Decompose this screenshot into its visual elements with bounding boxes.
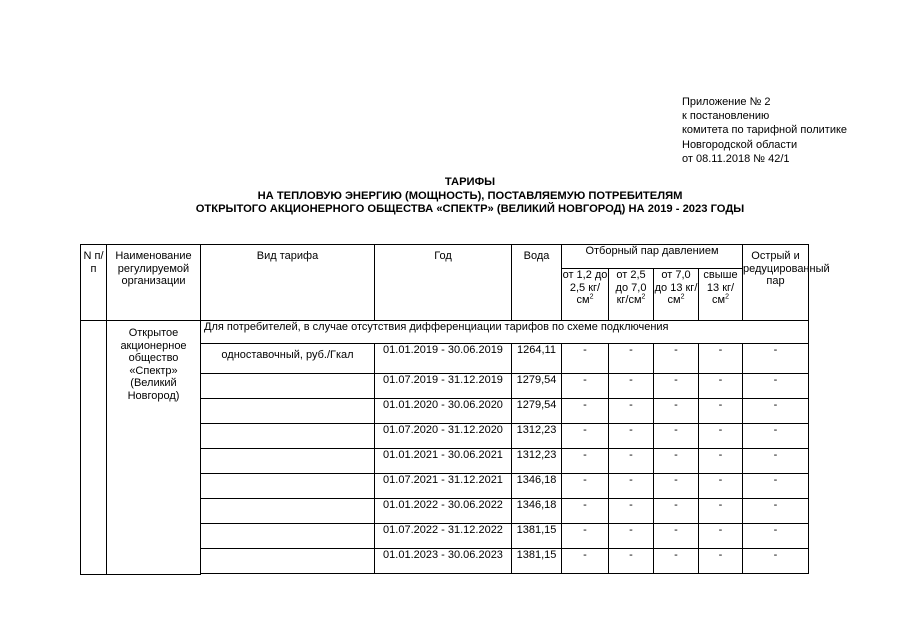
unit-superscript: 2 <box>589 293 594 301</box>
empty-value-cell: - <box>654 344 699 374</box>
header-org: Наименование регулируемой организации <box>107 245 201 321</box>
empty-value-cell: - <box>609 499 654 524</box>
title-line: ОТКРЫТОГО АКЦИОНЕРНОГО ОБЩЕСТВА «СПЕКТР» (ВЕЛИКИЙ НОВГОРОД) НА 2019 - 2023 ГОДЫ <box>195 203 745 215</box>
header-steam-4 <box>699 269 743 321</box>
header-steam-2 <box>609 269 654 321</box>
empty-value-cell: - <box>562 524 609 549</box>
consumer-group-label: Для потребителей, в случае отсутствия дифференциации тарифов по схеме подключения <box>201 321 809 344</box>
document-title <box>160 176 780 217</box>
empty-value-cell: - <box>609 424 654 449</box>
empty-value-cell: - <box>699 374 743 399</box>
water-tariff-cell: 1264,11 <box>512 344 562 374</box>
period-cell: 01.07.2019 - 31.12.2019 <box>375 374 512 399</box>
empty-value-cell: - <box>699 449 743 474</box>
period-cell: 01.07.2022 - 31.12.2022 <box>375 524 512 549</box>
water-tariff-cell: 1279,54 <box>512 374 562 399</box>
tariff-type-cell <box>201 449 375 474</box>
period-cell: 01.01.2021 - 30.06.2021 <box>375 449 512 474</box>
tariff-table <box>80 244 830 575</box>
empty-value-cell: - <box>699 424 743 449</box>
water-tariff-cell: 1312,23 <box>512 424 562 449</box>
period-cell: 01.01.2020 - 30.06.2020 <box>375 399 512 424</box>
period-cell: 01.07.2020 - 31.12.2020 <box>375 424 512 449</box>
empty-value-cell: - <box>562 344 609 374</box>
appendix-note <box>682 95 847 166</box>
empty-value-cell: - <box>699 399 743 424</box>
empty-value-cell: - <box>562 374 609 399</box>
tariff-type-cell <box>201 524 375 549</box>
empty-value-cell: - <box>609 474 654 499</box>
unit-superscript: 2 <box>641 293 646 301</box>
empty-value-cell: - <box>743 474 809 499</box>
empty-value-cell: - <box>562 499 609 524</box>
empty-value-cell: - <box>743 499 809 524</box>
empty-value-cell: - <box>743 549 809 574</box>
empty-value-cell: - <box>699 524 743 549</box>
header-num: N п/п <box>81 245 107 321</box>
unit-superscript: 2 <box>725 293 729 301</box>
appendix-line: к постановлению <box>682 110 770 123</box>
tariff-type-cell <box>201 374 375 399</box>
empty-value-cell: - <box>609 374 654 399</box>
empty-value-cell: - <box>743 524 809 549</box>
tariff-type-cell <box>201 474 375 499</box>
appendix-line: от 08.11.2018 № 42/1 <box>682 152 790 165</box>
water-tariff-cell: 1346,18 <box>512 474 562 499</box>
empty-value-cell: - <box>699 344 743 374</box>
period-cell: 01.01.2019 - 30.06.2019 <box>375 344 512 374</box>
period-cell: 01.01.2022 - 30.06.2022 <box>375 499 512 524</box>
tariff-type-cell <box>201 424 375 449</box>
empty-value-cell: - <box>609 399 654 424</box>
empty-value-cell: - <box>562 549 609 574</box>
empty-value-cell: - <box>654 549 699 574</box>
empty-value-cell: - <box>609 449 654 474</box>
appendix-line: Новгородской области <box>682 138 798 151</box>
tariff-type-cell <box>201 399 375 424</box>
title-line: НА ТЕПЛОВУЮ ЭНЕРГИЮ (МОЩНОСТЬ), ПОСТАВЛЯЕМУЮ ПОТРЕБИТЕЛЯМ <box>257 189 683 202</box>
appendix-line: комитета по тарифной политике <box>682 124 848 137</box>
header-steam-2-text: от 2,5 до 7,0 кг/см <box>615 269 647 306</box>
tariff-type-cell <box>201 499 375 524</box>
empty-value-cell: - <box>743 449 809 474</box>
period-cell: 01.01.2023 - 30.06.2023 <box>375 549 512 574</box>
empty-value-cell: - <box>562 474 609 499</box>
empty-value-cell: - <box>699 499 743 524</box>
empty-value-cell: - <box>654 449 699 474</box>
empty-value-cell: - <box>743 344 809 374</box>
empty-value-cell: - <box>609 524 654 549</box>
header-tariff-type: Вид тарифа <box>201 245 375 321</box>
header-steam-3 <box>654 269 699 321</box>
empty-value-cell: - <box>654 524 699 549</box>
header-steam-1-text: от 1,2 до 2,5 кг/см <box>562 269 608 306</box>
appendix-line: Приложение № 2 <box>682 96 771 108</box>
empty-value-cell: - <box>654 424 699 449</box>
tariff-type-label: одноставочный, руб./Гкал <box>201 344 375 374</box>
empty-value-cell: - <box>699 474 743 499</box>
header-sharp-steam: Острый и редуцированный пар <box>743 245 809 321</box>
header-steam-4-text: свыше 13 кг/см <box>703 269 738 306</box>
header-year: Год <box>375 245 512 321</box>
row-number-cell <box>81 321 107 575</box>
period-cell: 01.07.2021 - 31.12.2021 <box>375 474 512 499</box>
empty-value-cell: - <box>654 474 699 499</box>
water-tariff-cell: 1312,23 <box>512 449 562 474</box>
water-tariff-cell: 1346,18 <box>512 499 562 524</box>
header-steam-1 <box>562 269 609 321</box>
empty-value-cell: - <box>743 424 809 449</box>
header-steam-3-text: от 7,0 до 13 кг/см <box>654 269 698 306</box>
empty-value-cell: - <box>699 549 743 574</box>
empty-value-cell: - <box>609 549 654 574</box>
empty-value-cell: - <box>562 424 609 449</box>
tariff-type-cell <box>201 549 375 574</box>
empty-value-cell: - <box>562 399 609 424</box>
empty-value-cell: - <box>654 374 699 399</box>
empty-value-cell: - <box>654 399 699 424</box>
water-tariff-cell: 1381,15 <box>512 549 562 574</box>
title-line: ТАРИФЫ <box>444 176 496 188</box>
empty-value-cell: - <box>609 344 654 374</box>
empty-value-cell: - <box>654 499 699 524</box>
spacer-cell <box>201 574 809 575</box>
empty-value-cell: - <box>743 399 809 424</box>
empty-value-cell: - <box>562 449 609 474</box>
header-water: Вода <box>512 245 562 321</box>
water-tariff-cell: 1381,15 <box>512 524 562 549</box>
header-steam-group: Отборный пар давлением <box>562 245 743 269</box>
org-name: Открытое акционерное общество «Спектр» (Великий Новгород) <box>107 321 201 575</box>
empty-value-cell: - <box>743 374 809 399</box>
unit-superscript: 2 <box>680 293 685 301</box>
water-tariff-cell: 1279,54 <box>512 399 562 424</box>
